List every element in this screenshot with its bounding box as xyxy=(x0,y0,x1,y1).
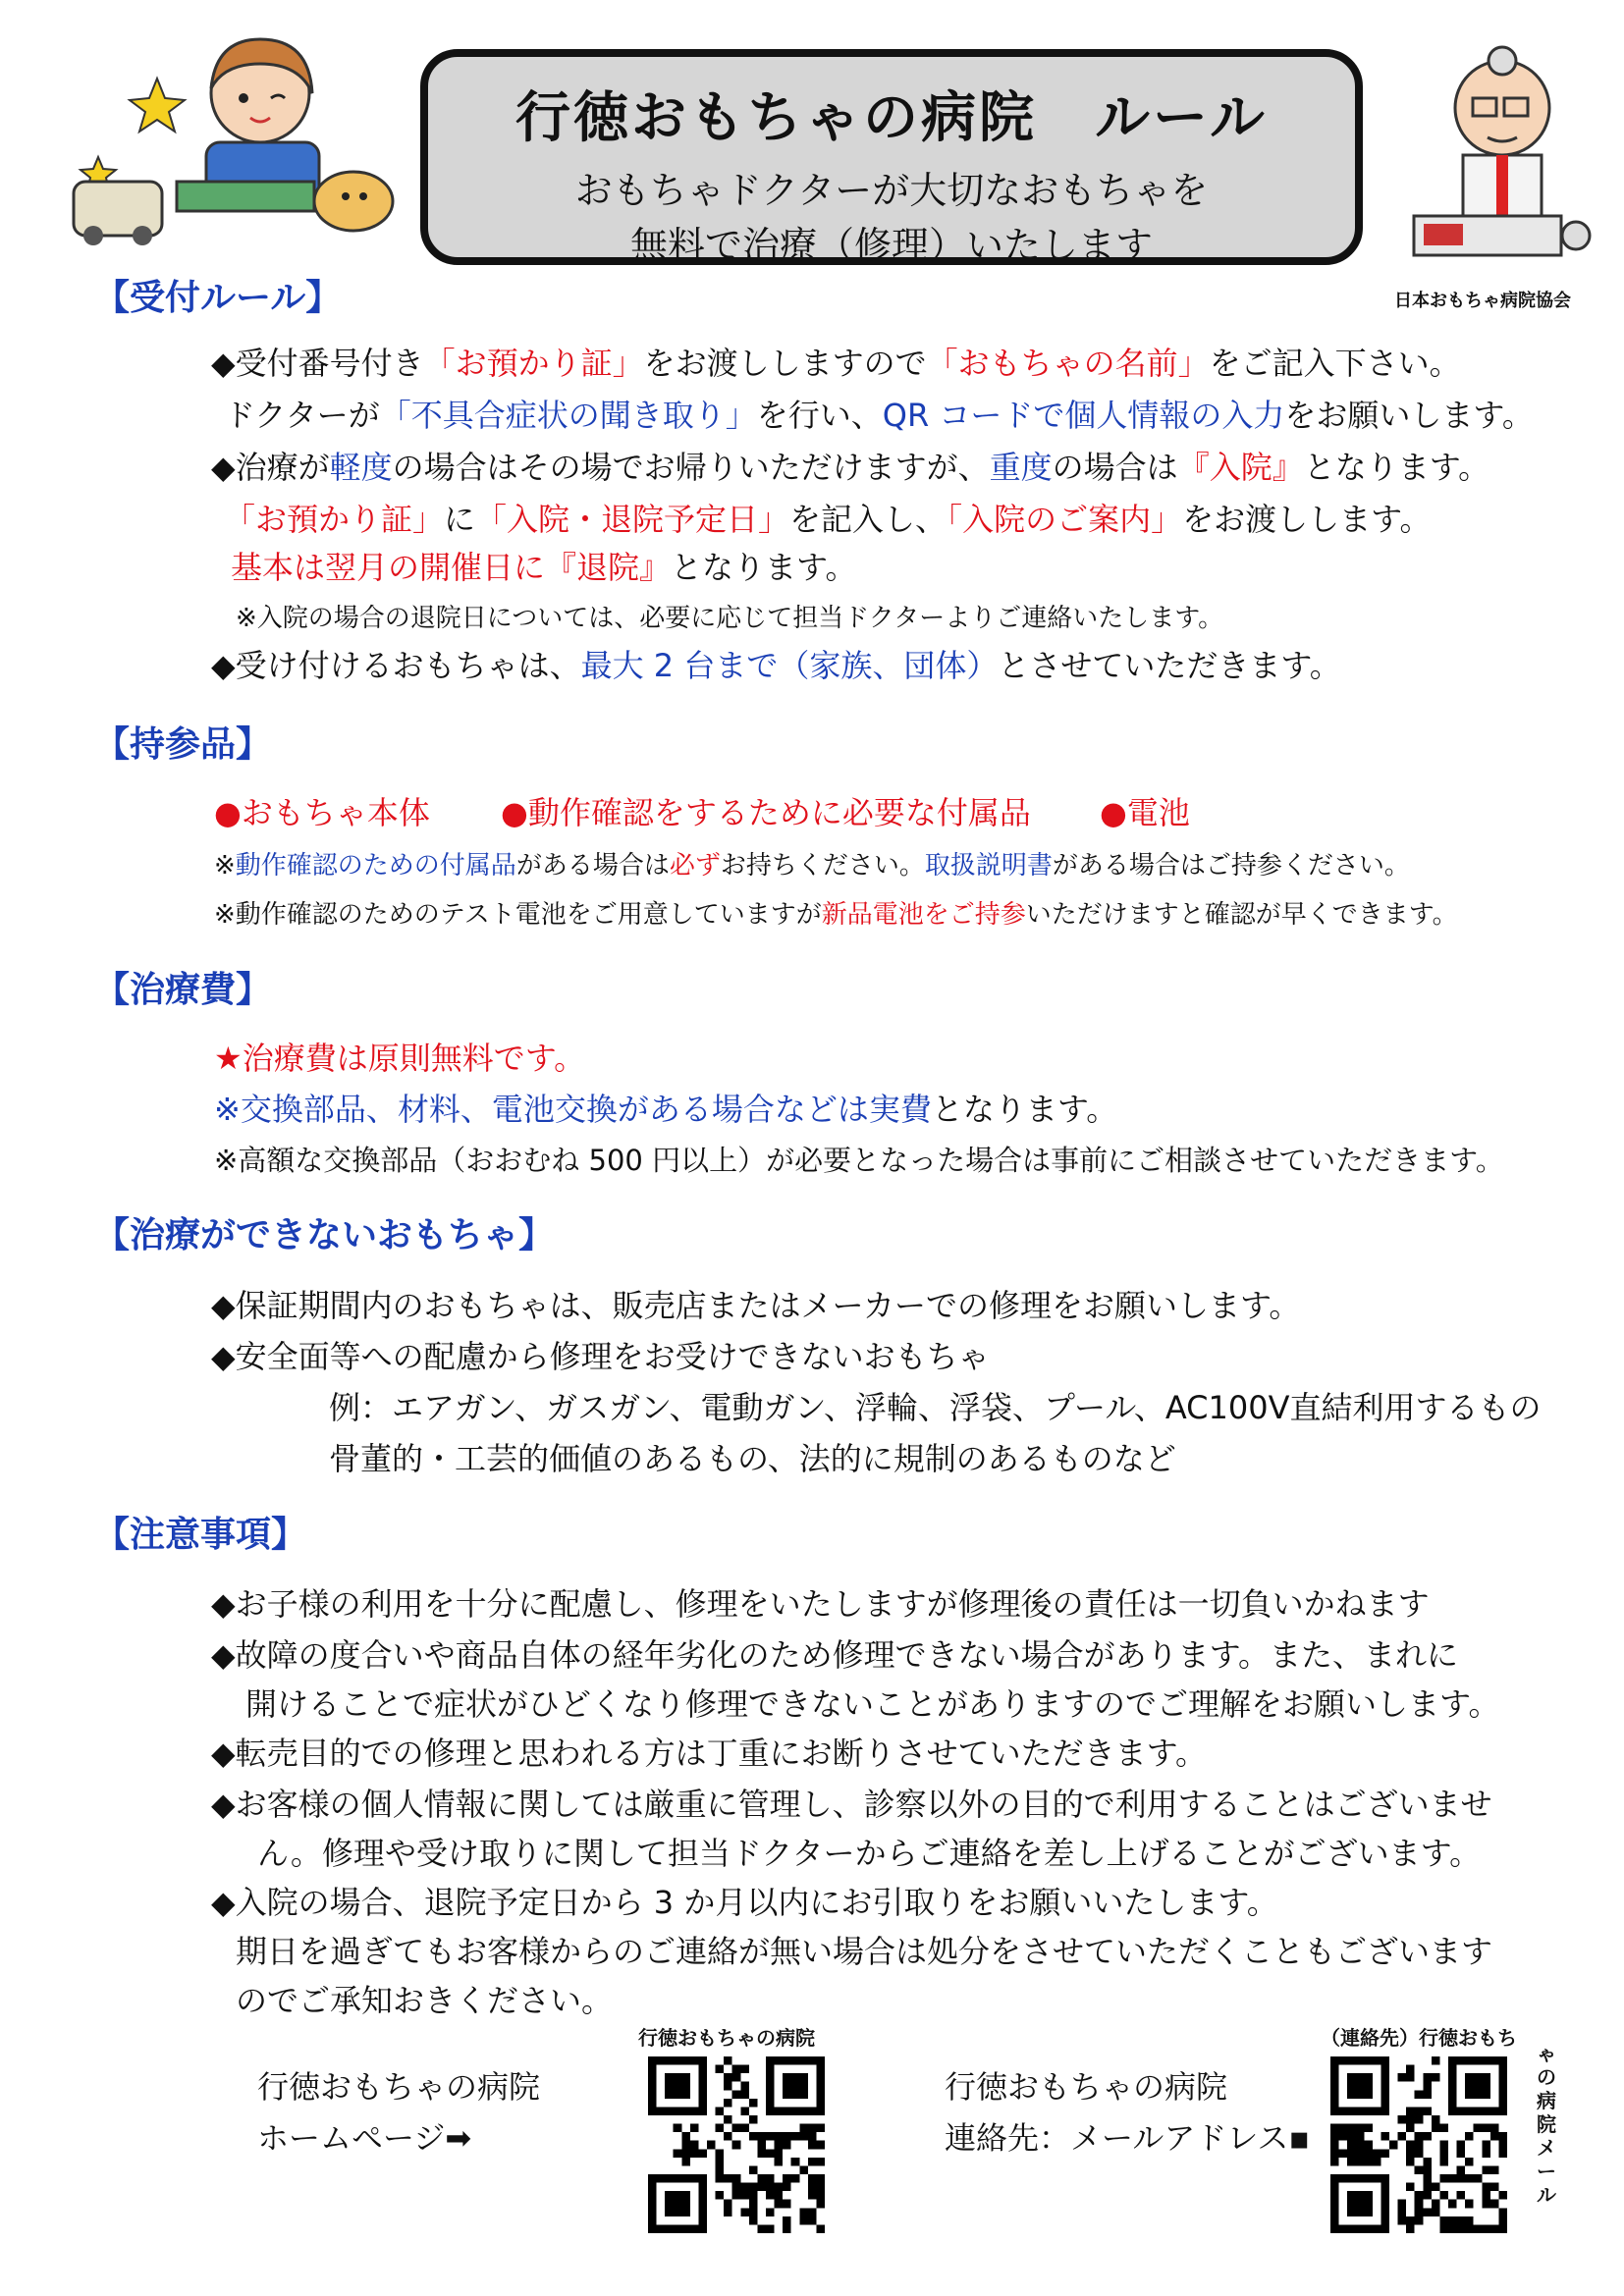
caution-line-6: ん。修理や受け取りに関して担当ドクターからご連絡を差し上げることがございます。 xyxy=(257,1835,1482,1872)
reception-line-2: ドクターが「不具合症状の聞き取り」を行い、QR コードで個人情報の入力をお願いします。 xyxy=(224,397,1534,434)
homepage-qr-code[interactable] xyxy=(648,2056,825,2233)
caution-line-5: ◆お客様の個人情報に関しては厳重に管理し、診察以外の目的で利用することはございませ xyxy=(211,1786,1492,1823)
fee-line-1: ★治療費は原則無料です。 xyxy=(214,1040,586,1077)
qr-mail-label-side: ゃの病院メール xyxy=(1537,2042,1556,2207)
bring-item-accessories: ●動作確認をするために必要な付属品 xyxy=(501,794,1031,831)
bring-note-1: ※動作確認のための付属品がある場合は必ずお持ちください。取扱説明書がある場合はご持参ください。 xyxy=(214,851,1410,881)
caution-line-2: ◆故障の度合いや商品自体の経年劣化のため修理できない場合があります。また、まれに xyxy=(211,1636,1459,1674)
page-subtitle-1: おもちゃドクターが大切なおもちゃを xyxy=(574,169,1209,212)
cannot-line-1: ◆保証期間内のおもちゃは、販売店またはメーカーでの修理をお願いします。 xyxy=(211,1287,1301,1324)
fee-line-2: ※交換部品、材料、電池交換がある場合などは実費となります。 xyxy=(214,1091,1118,1128)
cannot-line-3: 例：エアガン、ガスガン、電動ガン、浮輪、浮袋、プール、AC100V直結利用するもの xyxy=(329,1389,1542,1426)
reception-line-4: 「お預かり証」に「入院・退院予定日」を記入し、「入院のご案内」をお渡しします。 xyxy=(224,501,1432,538)
reception-note: ※入院の場合の退院日については、必要に応じて担当ドクターよりご連絡いたします。 xyxy=(236,604,1224,633)
mail-label: 行徳おもちゃの病院 連絡先：メールアドレス▪ xyxy=(945,2068,1311,2157)
caution-line-1: ◆お子様の利用を十分に配慮し、修理をいたしますが修理後の責任は一切負いかねます xyxy=(211,1585,1430,1623)
caution-line-7: ◆入院の場合、退院予定日から 3 か月以内にお引取りをお願いいたします。 xyxy=(211,1884,1278,1921)
caution-line-3: 開けることで症状がひどくなり修理できないことがありますのでご理解をお願いします。 xyxy=(245,1685,1500,1723)
caution-line-8: 期日を過ぎてもお客様からのご連絡が無い場合は処分をさせていただくこともございます xyxy=(236,1933,1493,1970)
reception-line-7: ◆受け付けるおもちゃは、最大 2 台まで（家族、団体）とさせていただきます。 xyxy=(211,647,1341,684)
fee-line-3: ※高額な交換部品（おおむね 500 円以上）が必要となった場合は事前にご相談させていただきます。 xyxy=(214,1144,1504,1177)
qr-mail-label-top: （連絡先）行徳おもち xyxy=(1321,2026,1517,2050)
title-box xyxy=(420,49,1363,265)
section-heading-caution: 【注意事項】 xyxy=(94,1515,307,1555)
qr-homepage-label: 行徳おもちゃの病院 xyxy=(638,2026,815,2050)
cannot-line-4: 骨董的・工芸的価値のあるもの、法的に規制のあるものなど xyxy=(329,1440,1176,1477)
section-heading-cannot: 【治療ができないおもちゃ】 xyxy=(94,1215,555,1255)
bring-item-toy: ●おもちゃ本体 xyxy=(214,794,430,831)
caution-line-4: ◆転売目的での修理と思われる方は丁重にお断りさせていただきます。 xyxy=(211,1735,1208,1772)
page-title: 行徳おもちゃの病院 ルール xyxy=(515,86,1268,150)
reception-line-5: 基本は翌月の開催日に『退院』となります。 xyxy=(231,549,857,586)
section-heading-fee: 【治療費】 xyxy=(94,970,272,1010)
caution-line-9: のでご承知おきください。 xyxy=(236,1982,614,2019)
page-subtitle-2: 無料で治療（修理）いたします xyxy=(629,224,1153,267)
illustration-toy-doctor xyxy=(1394,29,1600,285)
section-heading-bring: 【持参品】 xyxy=(94,724,272,765)
bring-note-2: ※動作確認のためのテスト電池をご用意していますが新品電池をご持参いただけますと確認が早くできます。 xyxy=(214,900,1458,930)
section-heading-reception: 【受付ルール】 xyxy=(94,278,342,318)
association-name: 日本おもちゃ病院協会 xyxy=(1394,291,1571,311)
cannot-line-2: ◆安全面等への配慮から修理をお受けできないおもちゃ xyxy=(211,1338,990,1375)
reception-line-3: ◆治療が軽度の場合はその場でお帰りいただけますが、重度の場合は『入院』となります。 xyxy=(211,449,1490,486)
reception-line-1: ◆受付番号付き「お預かり証」をお渡ししますので「おもちゃの名前」をご記入下さい。 xyxy=(211,345,1461,382)
illustration-girl-repairing xyxy=(59,20,412,245)
homepage-label: 行徳おもちゃの病院 ホームページ➡ xyxy=(257,2068,541,2157)
mail-qr-code[interactable] xyxy=(1330,2056,1507,2233)
bring-item-battery: ●電池 xyxy=(1100,794,1190,831)
